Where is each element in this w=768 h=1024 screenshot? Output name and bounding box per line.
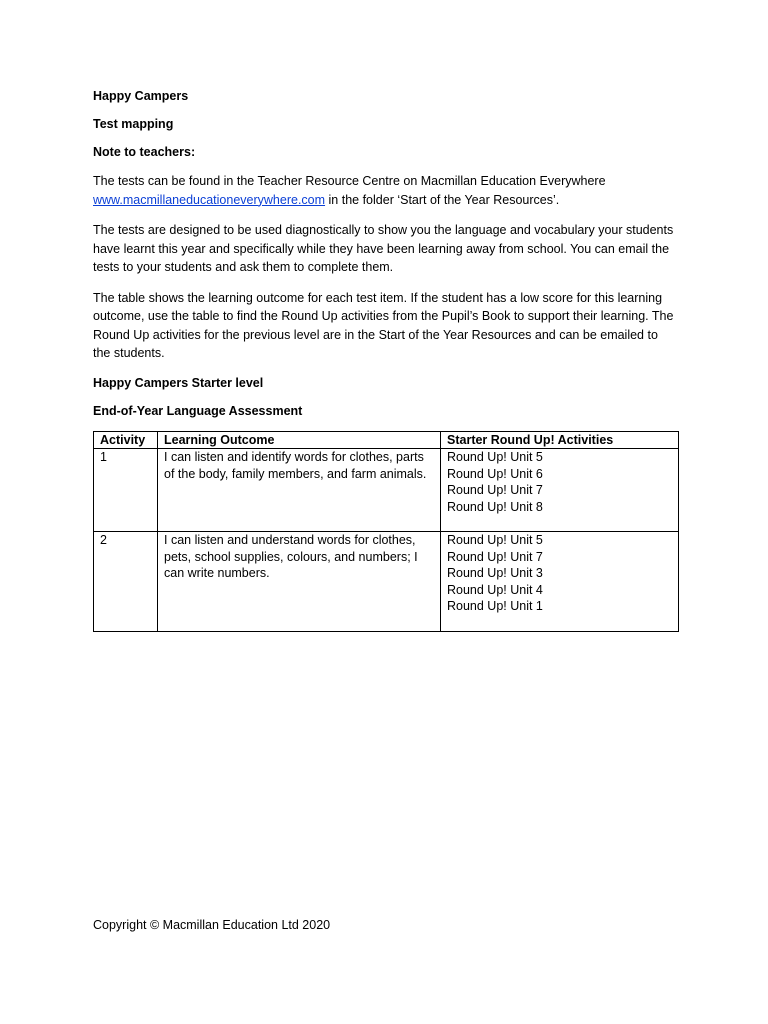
cell-activity: 1 [94, 449, 158, 532]
paragraph-location-suffix: in the folder ‘Start of the Year Resources’. [328, 192, 560, 207]
paragraph-location [93, 172, 678, 209]
paragraph-table-explanation: The table shows the learning outcome for each test item. If the student has a low score for this learning outcome, use the table to find the Round Up activities from the Pupil’s Book to support their learning. The Round Up activities for the previous level are in the Start of the Year Resources and can be emailed to the students. [93, 290, 674, 360]
paragraph-purpose: The tests are designed to be used diagnostically to show you the language and vocabulary your students have learnt this year and specifically while they have been learning away from school. You can email the tests to your students and ask them to complete them. [93, 223, 674, 274]
level-heading: Happy Campers Starter level [93, 375, 264, 390]
round-up-unit: Round Up! Unit 7 [447, 549, 543, 564]
document-title: Happy Campers [93, 89, 189, 103]
macmillan-link[interactable]: www.macmillaneducationeverywhere.com [93, 192, 326, 207]
round-up-unit: Round Up! Unit 5 [447, 533, 543, 547]
round-up-unit: Round Up! Unit 6 [447, 466, 543, 481]
table-row [94, 449, 679, 532]
document-subtitle: Test mapping [93, 117, 174, 131]
table-header-row [94, 431, 679, 449]
assessment-heading: End-of-Year Language Assessment [93, 403, 303, 418]
note-heading: Note to teachers: [93, 145, 196, 159]
round-up-unit: Round Up! Unit 1 [447, 599, 543, 613]
test-mapping-table [93, 431, 679, 632]
header-learning-outcome: Learning Outcome [158, 431, 441, 449]
cell-activity: 2 [94, 532, 158, 632]
cell-round-up-activities [441, 449, 679, 532]
copyright-footer: Copyright © Macmillan Education Ltd 2020 [93, 918, 331, 932]
cell-round-up-activities [441, 532, 679, 632]
cell-learning-outcome: I can listen and identify words for clothes, parts of the body, family members, and farm animals. [158, 449, 441, 532]
paragraph-location-text: The tests can be found in the Teacher Resource Centre on Macmillan Education Everywhere [93, 174, 606, 188]
round-up-unit: Round Up! Unit 8 [447, 499, 543, 514]
document-page [93, 88, 678, 632]
header-round-up-activities: Starter Round Up! Activities [441, 431, 679, 449]
cell-learning-outcome: I can listen and understand words for clothes, pets, school supplies, colours, and numbers; I can write numbers. [158, 532, 441, 632]
round-up-unit: Round Up! Unit 7 [447, 483, 543, 497]
round-up-unit: Round Up! Unit 4 [447, 582, 543, 597]
round-up-unit: Round Up! Unit 5 [447, 450, 543, 464]
header-activity: Activity [94, 431, 158, 449]
table-row [94, 532, 679, 632]
round-up-unit: Round Up! Unit 3 [447, 566, 543, 580]
